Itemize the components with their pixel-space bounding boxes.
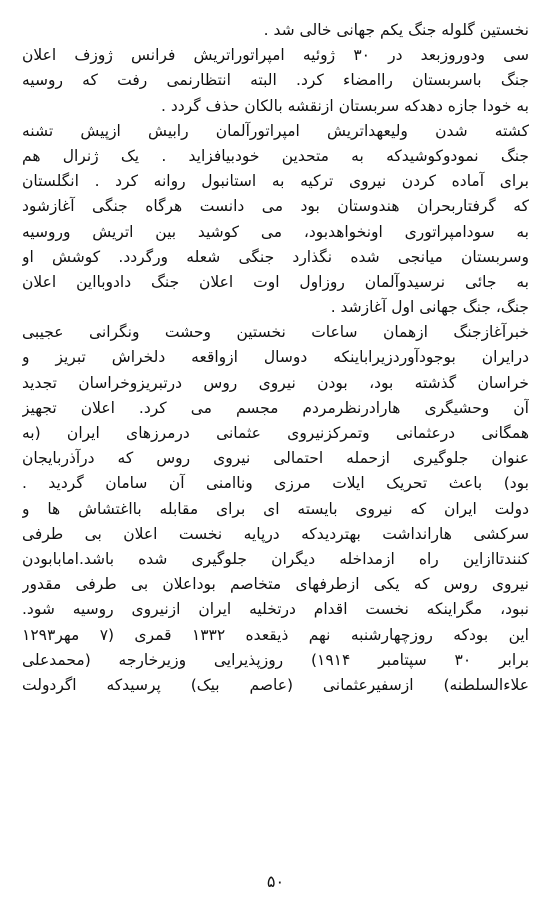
text-line: نخستين گلوله جنگ يکم جهانی خالی شد . bbox=[263, 21, 529, 39]
text-line: جنگ نمودوکوشيدکه به متحدين خودبيافزايد . يک ژنرال هم bbox=[22, 146, 529, 165]
text-line: خراسان گذشته بود، بودن نيروی روس درتبريزوخراسان تجديد bbox=[22, 373, 529, 392]
text-line: برای آماده کردن نيروی ترکيه به استانبول روانه کرد . انگلستان bbox=[22, 172, 529, 191]
text-line: عنوان جلوگيری ازحمله احتمالی نيروی روس که درآذربايجان bbox=[22, 449, 529, 468]
text-line: جنگ باسربستان راامضاء کرد. البته انتظارنمی رفت که روسيه bbox=[22, 71, 529, 90]
text-line: آن وحشيگری هارادرنظرمردم مجسم می کرد. اعلان تجهيز bbox=[22, 398, 529, 417]
text-line: برابر ۳۰ سپتامبر ۱۹۱۴) روزپذيرايی وزيرخارجه (محمدعلی bbox=[22, 650, 529, 669]
text-line: همگانی درعثمانی وتمرکزنيروی عثمانی درمرزهای ايران (به bbox=[22, 424, 529, 442]
text-line: که گرفتاربحران هندوستان بود می دانست هرگاه جنگی آغازشود bbox=[22, 197, 529, 216]
text-line: به سودامپراتوری اونخواهدبود، می کوشيد بين اتريش وروسيه bbox=[22, 222, 529, 241]
text-line: اين بودکه روزچهارشنبه نهم ذيقعده ۱۳۳۲ قمری (۷ مهر۱۲۹۳ bbox=[22, 625, 529, 644]
text-line: درايران بوجودآوردزيراباينکه دوسال ازواقعه دلخراش تبريز و bbox=[22, 348, 529, 367]
text-line: وسربستان ميانجی شده نگذارد جنگی شعله ورگردد. کوشش او bbox=[22, 247, 529, 266]
text-line: نيروی روس که يکی ازطرفهای متخاصم بوداعلان بی طرفی مقدور bbox=[22, 575, 529, 594]
text-line: بود) باعث تحريک ايلات مرزی وناامنی آن سامان گرديد . bbox=[22, 474, 529, 493]
text-line: به خودا جازه دهدکه سربستان ازنقشه بالکان حذف گردد . bbox=[161, 96, 529, 115]
text-line: خبرآغازجنگ ازهمان ساعات نخستين وحشت ونگرانی عجيبی bbox=[22, 323, 529, 342]
body-text bbox=[22, 18, 529, 698]
text-line: جنگ، جنگ جهانی اول آغازشد . bbox=[330, 298, 529, 317]
text-line: به جائی نرسيدوآلمان روزاول اوت اعلان جنگ دادوبااين اعلان bbox=[22, 272, 529, 291]
text-line: کنندتاازاين راه ازمداخله ديگران جلوگيری شده باشد.امابابودن bbox=[22, 549, 529, 568]
text-line: سی ودوروزبعد در ۳۰ ژوئيه امپراتوراتريش فرانس ژوزف اعلان bbox=[22, 46, 529, 65]
text-line: نبود، مگراينکه نخست اقدام درتخليه ايران ازنيروی روسيه شود. bbox=[22, 600, 529, 619]
text-line: علاءالسلطنه) ازسفيرعثمانی (عاصم بيک) پرسيدکه اگردولت bbox=[22, 675, 529, 694]
page-number: ۵۰ bbox=[266, 872, 285, 891]
text-line: دولت ايران که نيروی بايسته ای برای مقابله بااغتشاش ها و bbox=[22, 499, 529, 518]
text-line: کشته شدن وليعهداتريش امپراتورآلمان رابيش ازپيش تشنه bbox=[22, 121, 529, 140]
text-line: سرکشی هارانداشت بهتردیدکه درپايه نخست اعلان بی طرفی bbox=[22, 524, 529, 543]
